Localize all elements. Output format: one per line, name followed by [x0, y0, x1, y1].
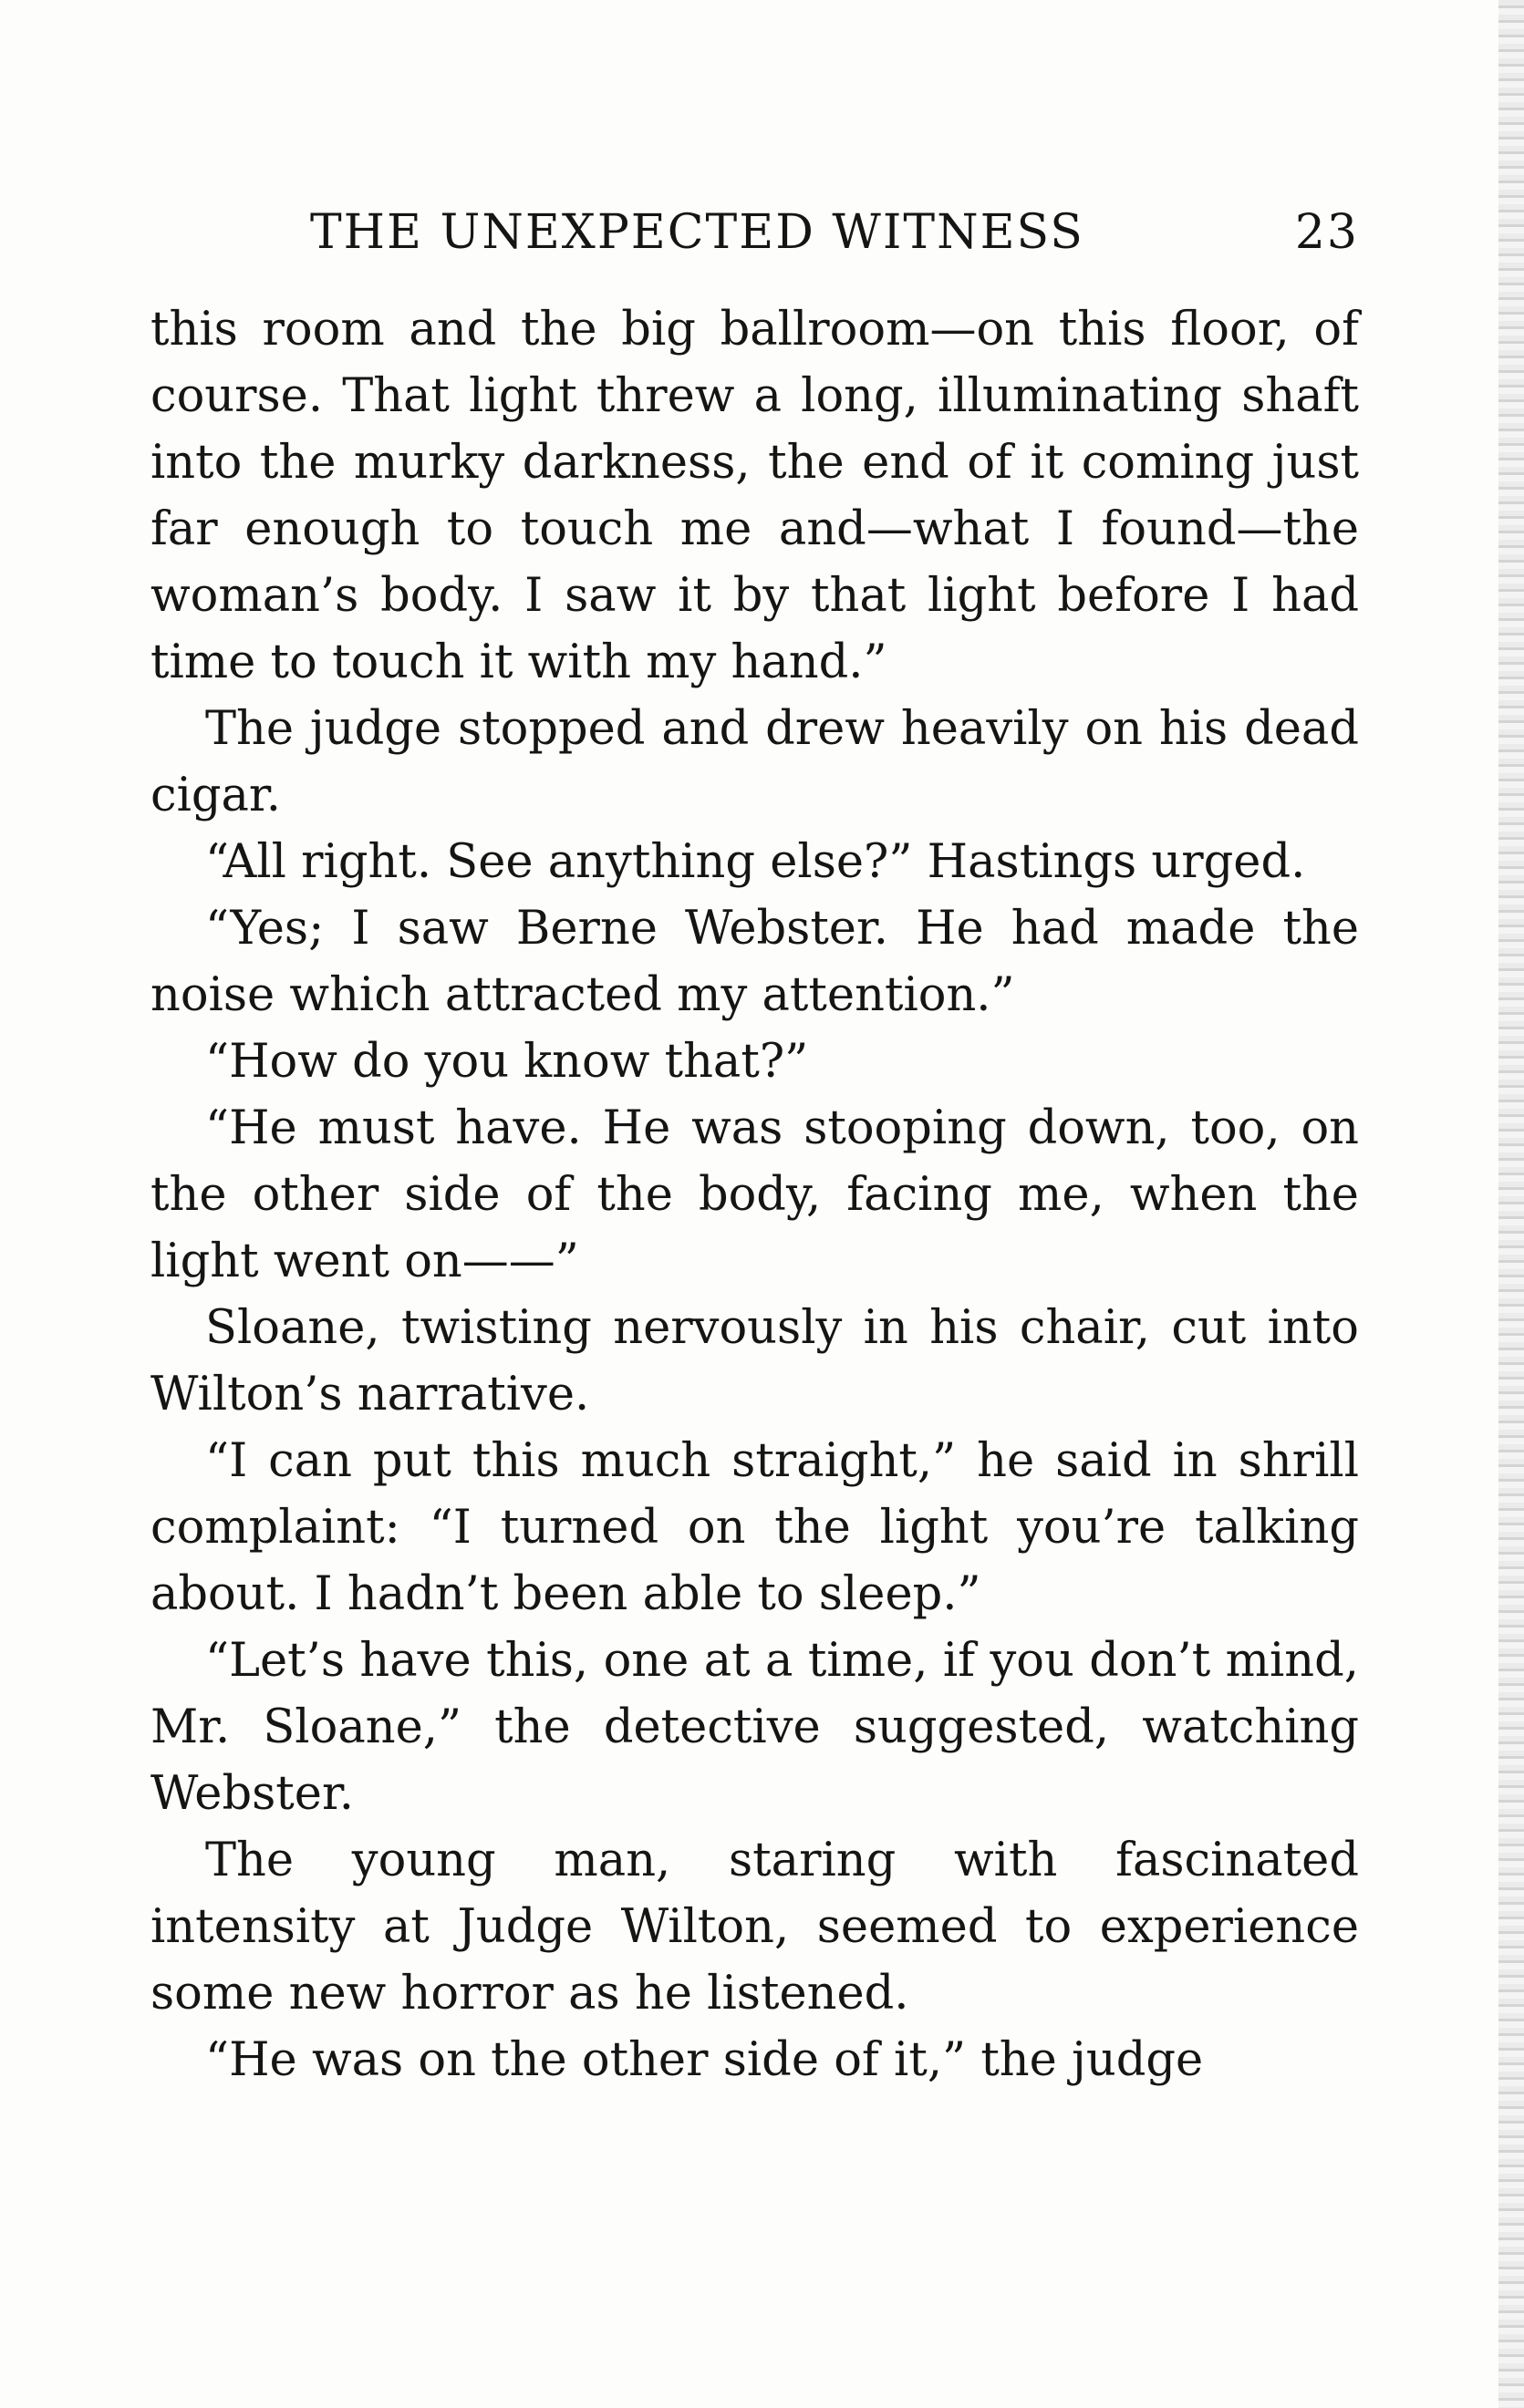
running-header — [310, 191, 1359, 274]
paragraph-5: “How do you know that?” — [205, 1035, 809, 1089]
running-title: THE UNEXPECTED WITNESS — [310, 205, 1084, 260]
paragraph-2: The judge stopped and drew heavily on his dead cigar. — [150, 702, 1359, 822]
page-number: 23 — [1294, 205, 1359, 260]
body-text — [150, 296, 1359, 2093]
page-edge-texture — [1498, 0, 1524, 2408]
paragraph-1: this room and the big ballroom—on this floor, of course. That light threw a long, illuminating shaft into the murky darkness, the end of it coming just far enough to touch me and—what I found—the woman’s body. I saw it by that light before I had time to touch it with my hand.” — [150, 303, 1359, 689]
paragraph-7: Sloane, twisting nervously in his chair, cut into Wilton’s narrative. — [150, 1301, 1359, 1421]
paragraph-11: “He was on the other side of it,” the judge — [205, 2033, 1204, 2087]
paragraph-9: “Let’s have this, one at a time, if you don’t mind, Mr. Sloane,” the detective suggested, watching Webster. — [150, 1634, 1359, 1821]
paragraph-6: “He must have. He was stooping down, too, on the other side of the body, facing me, when the light went on——” — [150, 1101, 1359, 1288]
paragraph-10: The young man, staring with fascinated intensity at Judge Wilton, seemed to experience some new horror as he listened. — [150, 1834, 1359, 2020]
paragraph-4: “Yes; I saw Berne Webster. He had made the noise which attracted my attention.” — [150, 902, 1359, 1022]
paragraph-8: “I can put this much straight,” he said in shrill complaint: “I turned on the light you’re talking about. I hadn’t been able to sleep.” — [150, 1434, 1359, 1621]
paragraph-3: “All right. See anything else?” Hastings urged. — [205, 835, 1306, 889]
